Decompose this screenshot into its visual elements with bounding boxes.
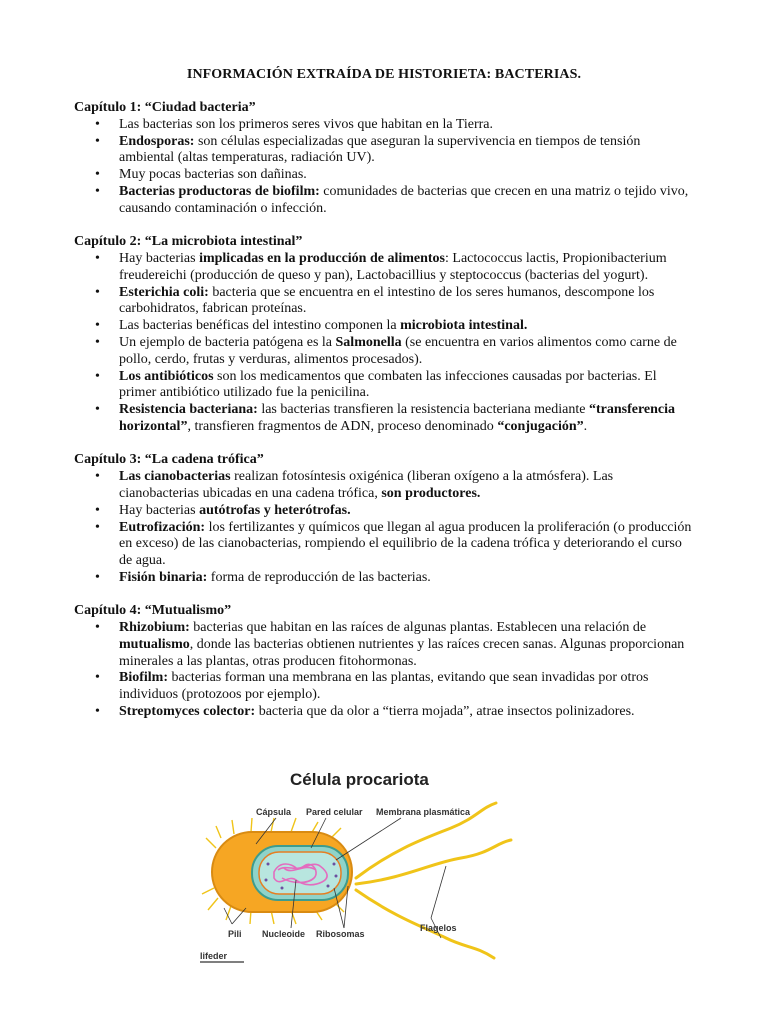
- bullet-item: [74, 335, 694, 369]
- label-flagelos: Flagelos: [420, 923, 457, 933]
- bold-text: implicadas en la producción de alimentos: [199, 250, 446, 266]
- chapter-4: [74, 603, 694, 721]
- label-membrana-plasmatica: Membrana plasmática: [376, 807, 471, 817]
- text-run: bacteria que se encuentra en el intestino de los seres humanos, descompone los carbohidratos, fabrican proteínas.: [119, 284, 655, 317]
- bold-text: mutualismo: [119, 636, 190, 652]
- figure-title: Célula procariota: [290, 770, 429, 789]
- bullet-item: [74, 570, 694, 587]
- bold-text: Rhizobium:: [119, 620, 190, 636]
- document-body: [74, 100, 694, 721]
- bold-text: Streptomyces colector:: [119, 704, 256, 720]
- bold-text: microbiota intestinal.: [400, 318, 528, 334]
- label-pili: Pili: [228, 929, 242, 939]
- bold-text: Esterichia coli:: [119, 284, 209, 300]
- bullet-item: [74, 117, 694, 134]
- text-run: bacterias forman una membrana en las plantas, evitando que sean invadidas por otros individuos (protozoos por ejemplo).: [119, 670, 649, 703]
- chapter-title: Capítulo 1: “Ciudad bacteria”: [74, 100, 256, 115]
- label-pared-celular: Pared celular: [306, 807, 363, 817]
- text-run: bacteria que da olor a “tierra mojada”, atrae insectos polinizadores.: [255, 704, 635, 720]
- bullet-item: [74, 503, 694, 520]
- label-ribosomas: Ribosomas: [316, 929, 365, 939]
- bullet-item: [74, 704, 694, 721]
- text-run: comunidades de bacterias que crecen en una matriz o tejido vivo, causando contaminación o infección.: [119, 183, 689, 216]
- chapter-title: Capítulo 4: “Mutualismo”: [74, 603, 232, 619]
- text-run: forma de reproducción de las bacterias.: [207, 569, 431, 585]
- text-run: los fertilizantes y químicos que llegan al agua producen la proliferación (o producción en exceso) de las cianobacterias, rompiendo el equilibrio de la cadena trófica y deteriorando el curso de agua.: [119, 519, 692, 569]
- bullet-item: [74, 520, 694, 570]
- text-run: Hay bacterias: [119, 502, 200, 518]
- prokaryotic-cell-figure: [196, 768, 530, 968]
- logo-lifeder: lifeder: [200, 951, 228, 961]
- text-run: realizan fotosíntesis oxigénica (liberan oxígeno a la atmósfera). Las cianobacterias ubicadas en una cadena trófica,: [119, 469, 614, 501]
- bold-text: Salmonella: [335, 334, 402, 350]
- bold-text: Los antibióticos: [119, 368, 214, 384]
- bullet-list: [74, 620, 694, 721]
- chapter-title: Capítulo 2: “La microbiota intestinal”: [74, 234, 303, 250]
- chapter-2: [74, 234, 694, 436]
- bullet-list: [74, 251, 694, 436]
- cell-diagram: [196, 768, 530, 968]
- chapter-3: [74, 452, 694, 586]
- text-run: Hay bacterias: [119, 250, 200, 266]
- chapter-1: [74, 100, 694, 218]
- bullet-item: [74, 369, 694, 403]
- text-run: bacterias que habitan en las raíces de algunas plantas. Establecen una relación de: [189, 620, 647, 636]
- text-run: Muy pocas bacterias son dañinas.: [119, 167, 307, 183]
- bullet-item: [74, 184, 694, 218]
- text-run: las bacterias transfieren la resistencia bacteriana mediante: [257, 402, 589, 418]
- bold-text: Eutrofización:: [119, 519, 206, 535]
- flagella: [356, 803, 511, 958]
- text-run: , donde las bacterias obtienen nutrientes y las raíces crecen sanas. Algunas proporcionan minerales a las plantas, otras producen fitohormonas.: [119, 636, 685, 669]
- bold-text: Resistencia bacteriana:: [119, 402, 258, 418]
- text-run: .: [583, 418, 588, 434]
- bullet-item: [74, 134, 694, 168]
- text-run: , transfieren fragmentos de ADN, proceso denominado: [187, 418, 498, 434]
- bold-text: Biofilm:: [119, 670, 168, 686]
- bullet-list: [74, 469, 694, 587]
- bullet-list: [74, 117, 694, 218]
- text-run: (se encuentra en varios alimentos como carne de pollo, cerdo, frutas y verduras, alimentos procesados).: [119, 334, 677, 367]
- bullet-item: [74, 285, 694, 319]
- bold-text: autótrofas y heterótrofas.: [199, 502, 351, 518]
- bullet-item: [74, 670, 694, 704]
- document-title: INFORMACIÓN EXTRAÍDA DE HISTORIETA: BACTERIAS.: [186, 67, 582, 82]
- bullet-item: [74, 167, 694, 184]
- text-run: son los medicamentos que combaten las infecciones causadas por bacterias. El primer antibiótico utilizado fue la penicilina.: [119, 368, 657, 401]
- bold-text: Endosporas:: [119, 133, 195, 149]
- bold-text: Las cianobacterias: [119, 469, 231, 485]
- text-run: Las bacterias son los primeros seres vivos que habitan en la Tierra.: [119, 116, 494, 132]
- text-run: Un ejemplo de bacteria patógena es la: [119, 334, 336, 350]
- chapter-title: Capítulo 3: “La cadena trófica”: [74, 452, 264, 468]
- bold-text: son productores.: [381, 485, 481, 501]
- bullet-item: [74, 318, 694, 335]
- label-capsula: Cápsula: [256, 807, 292, 817]
- bullet-item: [74, 402, 694, 436]
- text-run: : Lactococcus lactis, Propionibacterium freudereichi (producción de queso y pan), Lactobacillius y steptococcus (bacterias del yogurt).: [119, 250, 667, 283]
- bold-text: “conjugación”: [497, 418, 584, 434]
- text-run: son células especializadas que aseguran la supervivencia en tiempos de tensión ambiental (altas temperaturas, radiación UV).: [119, 133, 641, 166]
- bullet-item: [74, 620, 694, 670]
- bold-text: Fisión binaria:: [119, 569, 208, 585]
- bullet-item: [74, 469, 694, 503]
- cytoplasm: [259, 852, 341, 894]
- bullet-item: [74, 251, 694, 285]
- bold-text: “transferencia horizontal”: [119, 402, 676, 434]
- text-run: Las bacterias benéficas del intestino componen la: [119, 318, 401, 334]
- label-nucleoide: Nucleoide: [262, 929, 306, 939]
- bold-text: Bacterias productoras de biofilm:: [119, 183, 320, 199]
